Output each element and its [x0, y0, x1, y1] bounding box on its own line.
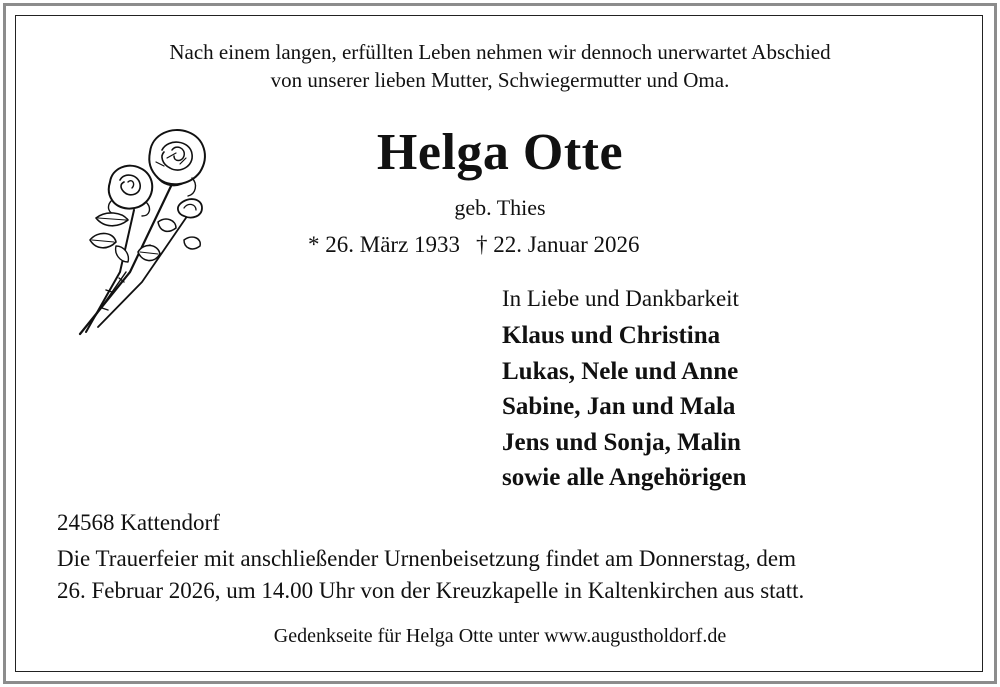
location: 24568 Kattendorf	[57, 510, 220, 535]
intro-line-2: von unserer lieben Mutter, Schwiegermutter und Oma.	[270, 68, 730, 92]
funeral-line-2: 26. Februar 2026, um 14.00 Uhr von der Kreuzkapelle in Kaltenkirchen aus statt.	[57, 578, 805, 603]
mourner-name: Jens und Sonja, Malin	[502, 428, 741, 456]
life-dates	[308, 230, 640, 260]
memorial-page-note: Gedenkseite für Helga Otte unter www.augustholdorf.de	[273, 625, 727, 647]
mourners-signoff: In Liebe und Dankbarkeit	[502, 286, 739, 311]
intro-text	[0, 38, 1000, 94]
mourners-list	[502, 318, 746, 496]
mourner-name: Klaus und Christina	[502, 322, 721, 349]
death-date: † 22. Januar 2026	[476, 232, 640, 257]
mourner-name: sowie alle Angehörigen	[502, 464, 747, 491]
maiden-name: geb. Thies	[454, 195, 546, 220]
deceased-name: Helga Otte	[376, 124, 624, 181]
birth-date: * 26. März 1933	[308, 232, 461, 257]
intro-line-1: Nach einem langen, erfüllten Leben nehmen wir dennoch unerwartet Abschied	[169, 40, 831, 64]
funeral-notice	[57, 543, 957, 607]
funeral-line-1: Die Trauerfeier mit anschließender Urnenbeisetzung findet am Donnerstag, dem	[57, 546, 796, 571]
mourner-name: Lukas, Nele und Anne	[502, 357, 739, 385]
mourner-name: Sabine, Jan und Mala	[502, 393, 736, 420]
